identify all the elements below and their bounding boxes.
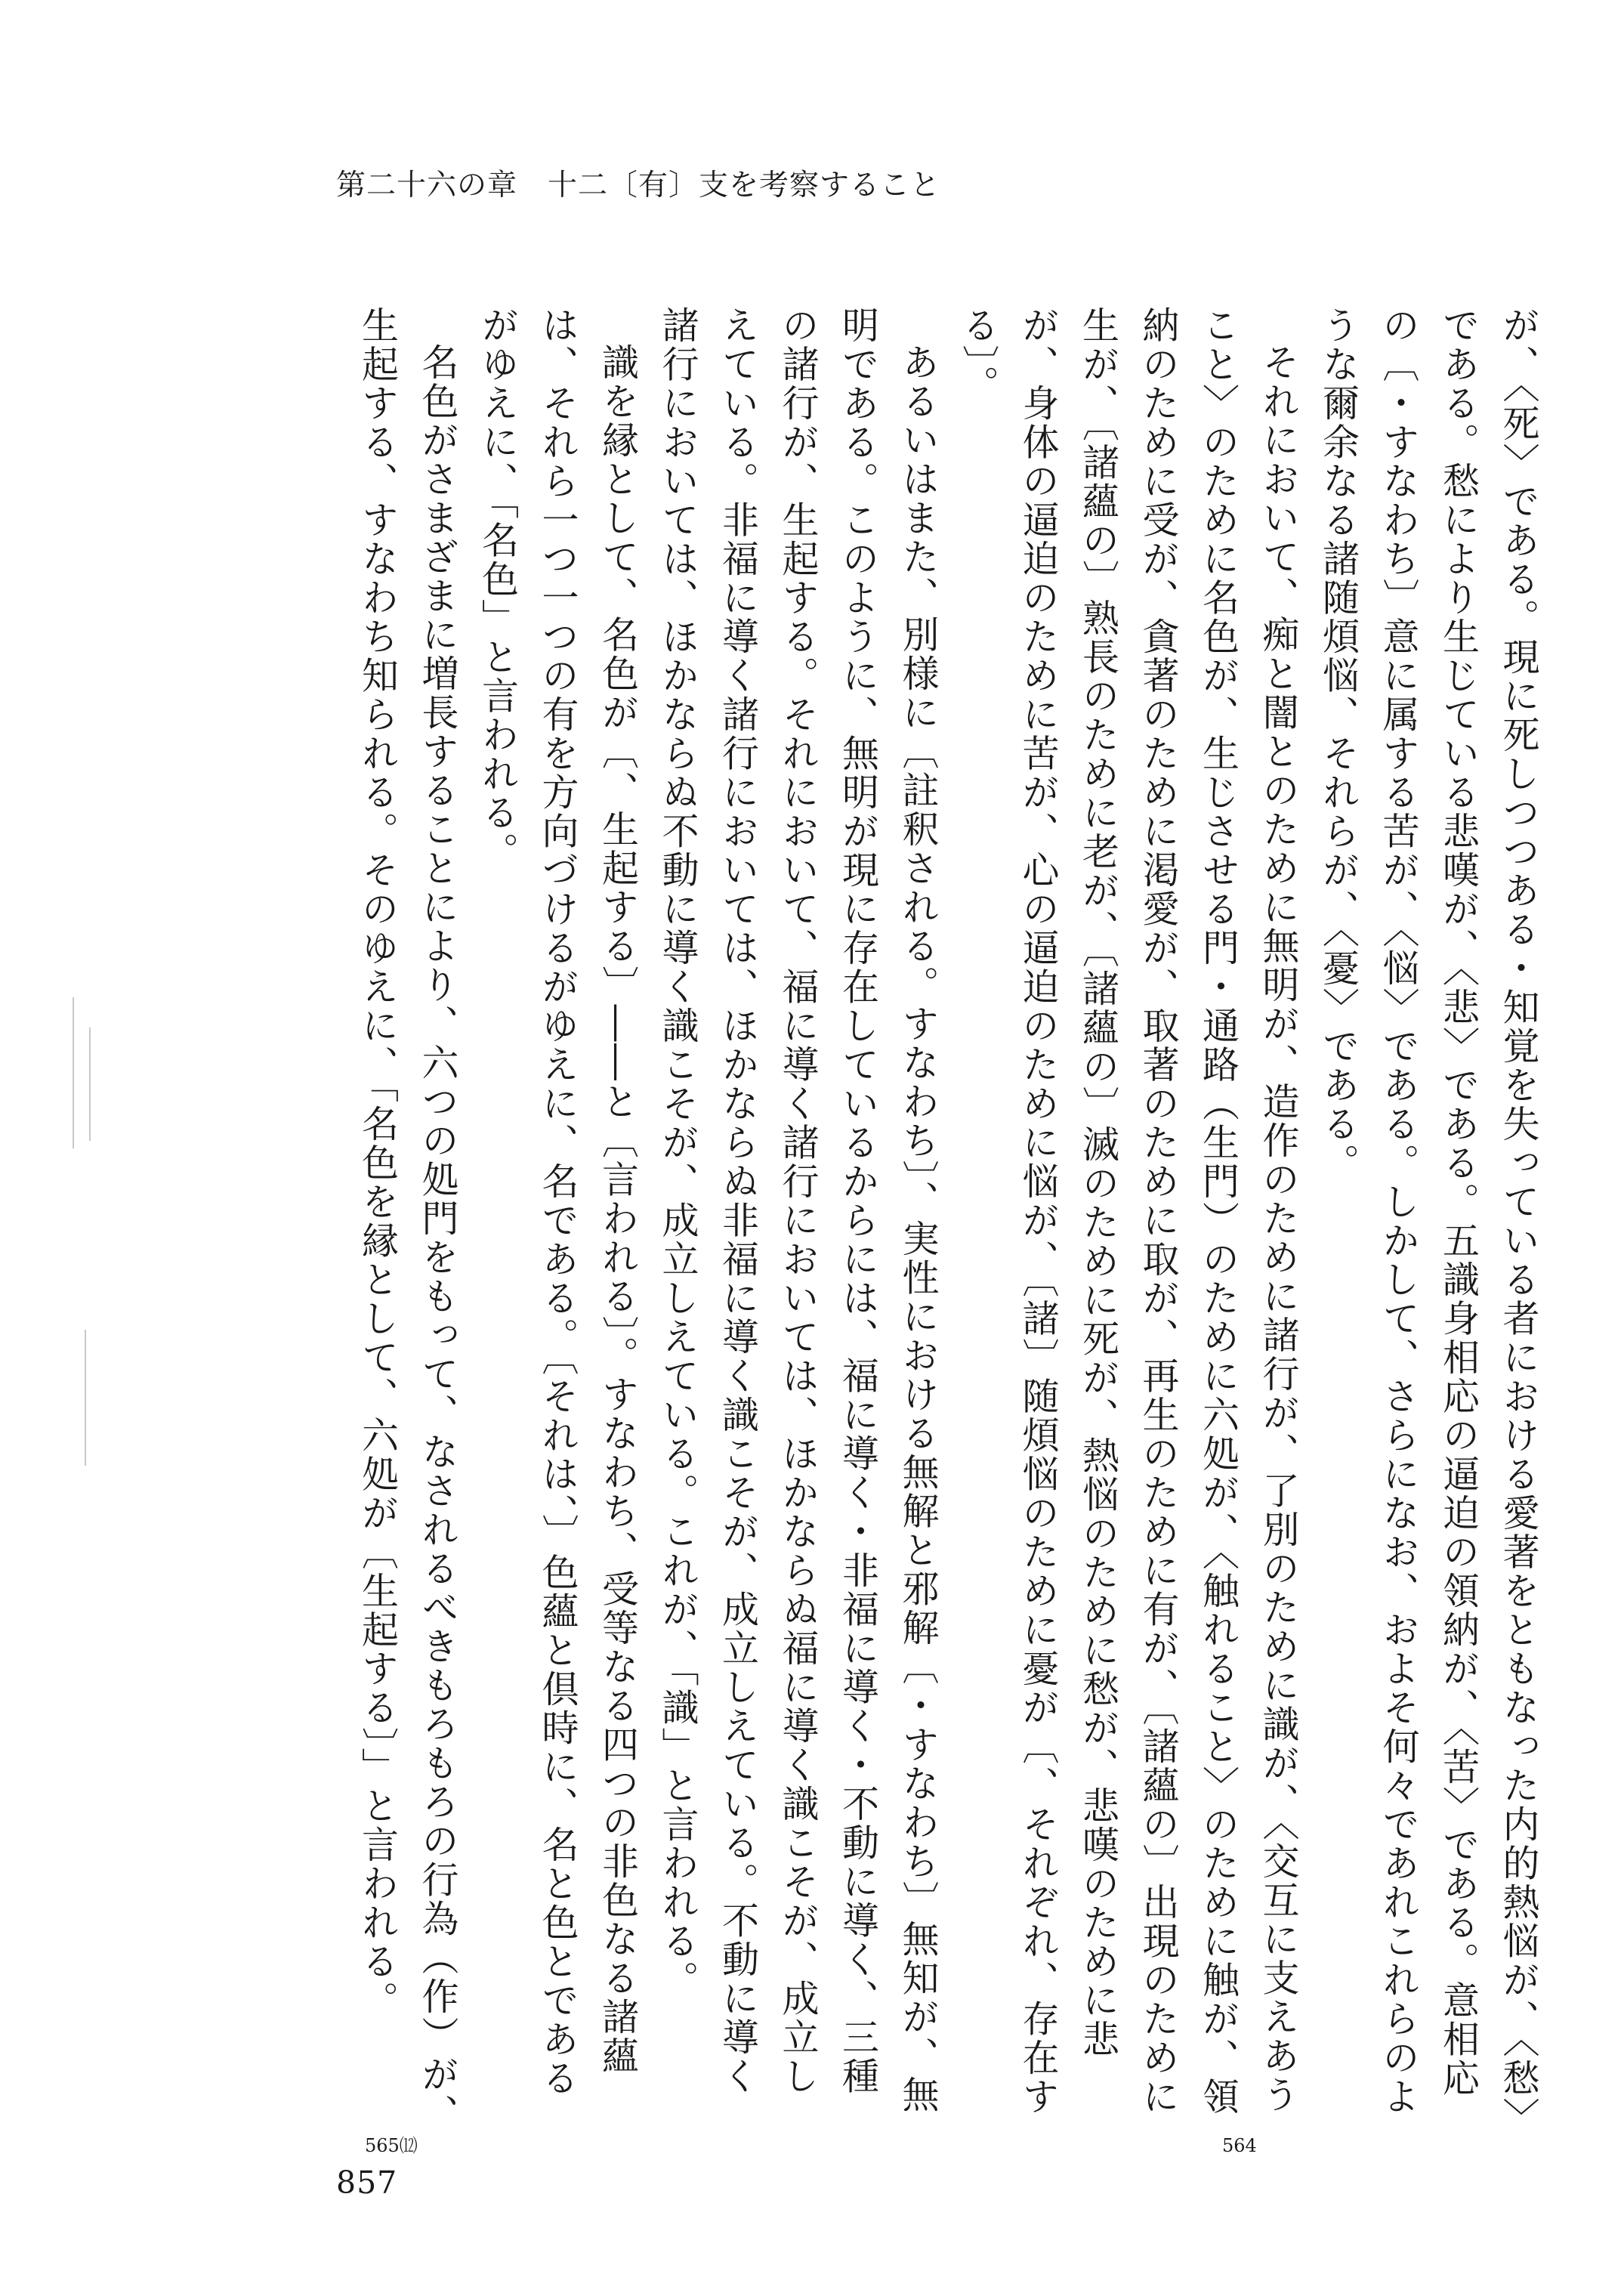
body-text [295, 306, 1548, 2134]
paragraph: あるいはまた、別様に〔註釈される。すなわち〕、実性における無解と邪解〔・すなわち〕無知が、無明である。このように、無明が現に存在しているからには、福に導く・非福に導く・不動に導く、三種の諸行が、生起する。それにおいて、福に導く諸行においては、ほかならぬ福に導く識こそが、成立しえている。非福に導く諸行においては、ほかならぬ非福に導く識こそが、成立しえている。不動に導く諸行においては、ほかならぬ不動に導く識こそが、成立しえている。これが、「識」と言われる。 [656, 306, 940, 2115]
scan-edge-mark [89, 1027, 91, 1141]
paragraph: が、〈死〉である。現に死しつつある・知覚を失っている者における愛著をともなった内的熱悩が、〈愁〉である。愁により生じている悲嘆が、〈悲〉である。五識身相応の逼迫の領納が、〈苦〉である。意相応の〔・すなわち〕意に属する苦が、〈悩〉である。しかして、さらになお、およそ何々であれこれらのような爾余なる諸随煩悩、それらが、〈憂〉である。 [1317, 306, 1540, 2118]
paragraph: それにおいて、痴と闇とのために無明が、造作のために諸行が、了別のために識が、〈交互に支えあうこと〉のために名色が、生じさせる門・通路（生門）のために六処が、〈触れること〉のために触が、領納のために受が、貪著のために渇愛が、取著のために取が、再生のために有が、〔諸蘊の〕出現のために生が、〔諸蘊の〕熟長のために老が、〔諸蘊の〕滅のために死が、熱悩のために愁が、悲嘆のために悲が、身体の逼迫のために苦が、心の逼迫のために悩が、〔諸〕随煩悩のために憂が〔、それぞれ、存在する〕。 [956, 306, 1300, 2116]
paragraph: 識を縁として、名色が〔、生起する〕――と〔言われる〕。すなわち、受等なる四つの非色なる諸蘊は、それら一つ一つの有を方向づけるがゆえに、名である。〔それは、〕色蘊と倶時に、名と色とであるがゆえに、「名色」と言われる。 [476, 306, 640, 2098]
scan-edge-mark [85, 1330, 86, 1466]
marginal-ref-lower: 565⑿ [365, 2135, 418, 2156]
scan-edge-mark [73, 997, 74, 1148]
marginal-ref-upper: 564 [1222, 2135, 1257, 2156]
page-number: 857 [336, 2165, 398, 2201]
paragraph: 名色がさまざまに増長することにより、六つの処門をもって、なされるべきもろもろの行為（作）が、生起する、すなわち知られる。そのゆえに、「名色を縁として、六処が〔生起する〕」と言われる。 [356, 306, 459, 2133]
running-head: 第二十六の章 十二〔有〕支を考察すること [336, 168, 941, 202]
